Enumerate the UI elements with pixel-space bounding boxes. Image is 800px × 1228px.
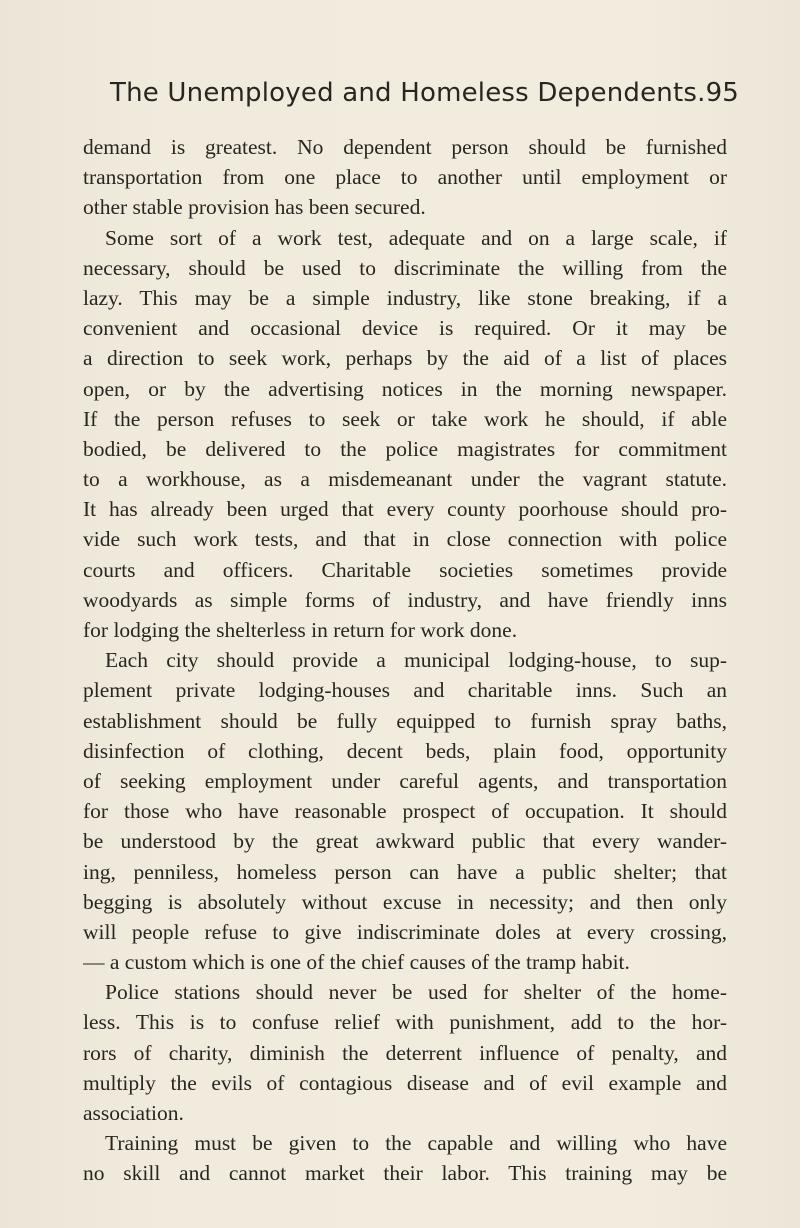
page-number: 95 [705,78,740,108]
text-line: Police stations should never be used for shelter of the home- [105,980,727,1005]
text-line: other stable provision has been secured. [83,195,426,220]
text-line: demand is greatest. No dependent person should be furnished [83,135,727,159]
text-line: bodied, be delivered to the police magistrates for commitment [83,436,727,461]
text-line: to a workhouse, as a misdemeanant under the vagrant statute. [83,467,727,492]
text-line: woodyards as simple forms of industry, and have friendly inns [83,587,727,612]
text-line: rors of charity, diminish the deterrent influence of penalty, and [83,1040,727,1065]
text-line: convenient and occasional device is required. Or it may be [83,316,727,341]
running-head: The Unemployed and Homeless Dependents. [110,78,706,108]
text-line: open, or by the advertising notices in the morning newspaper. [83,376,727,401]
text-line: It has already been urged that every county poorhouse should pro- [83,497,727,522]
text-line: If the person refuses to seek or take work he should, if able [83,406,727,431]
text-line: disinfection of clothing, decent beds, plain food, opportunity [83,738,727,763]
text-line: establishment should be fully equipped to furnish spray baths, [83,708,727,733]
text-line: will people refuse to give indiscriminate doles at every crossing, [83,919,727,944]
page-header [110,78,740,122]
text-line: plement private lodging-houses and charitable inns. Such an [83,678,727,703]
text-line: multiply the evils of contagious disease and of evil example and [83,1070,727,1095]
text-line: Training must be given to the capable and willing who have [105,1131,727,1156]
text-line: Each city should provide a municipal lodging-house, to sup- [105,648,727,673]
body-text [83,132,727,1189]
text-line: be understood by the great awkward public that every wander- [83,829,727,854]
text-line: association. [83,1101,184,1125]
text-line: — a custom which is one of the chief causes of the tramp habit. [83,950,630,975]
text-line: necessary, should be used to discriminate the willing from the [83,255,727,280]
text-line: Some sort of a work test, adequate and on a large scale, if [105,225,727,250]
text-line: begging is absolutely without excuse in necessity; and then only [83,889,727,914]
text-line: for those who have reasonable prospect of occupation. It should [83,799,727,824]
text-line: for lodging the shelterless in return for work done. [83,618,518,642]
text-line: ing, penniless, homeless person can have a public shelter; that [83,859,727,884]
text-line: vide such work tests, and that in close connection with police [83,527,727,552]
text-line: of seeking employment under careful agents, and transportation [83,768,727,793]
text-line: courts and officers. Charitable societies sometimes provide [83,557,727,582]
text-line: lazy. This may be a simple industry, like stone breaking, if a [83,285,727,310]
text-line: no skill and cannot market their labor. This training may be [83,1161,727,1186]
text-line: a direction to seek work, perhaps by the aid of a list of places [83,346,727,371]
text-line: less. This is to confuse relief with punishment, add to the hor- [83,1010,727,1035]
text-line: transportation from one place to another until employment or [83,165,727,190]
